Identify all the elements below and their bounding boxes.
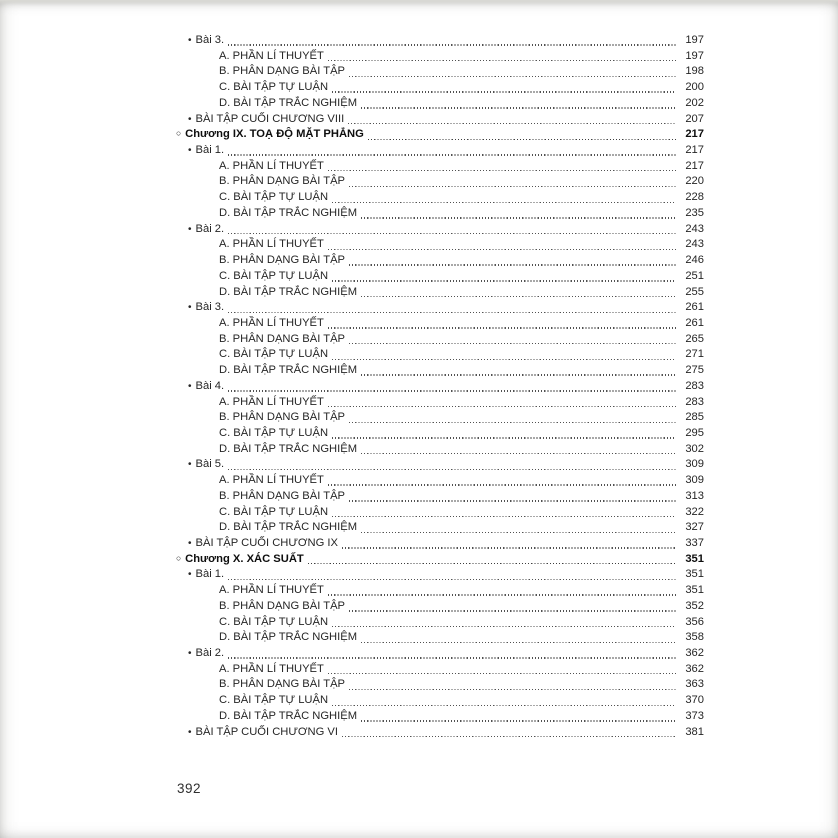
toc-entry-bullet-icon: • — [188, 113, 192, 125]
toc-entry-dot-leader — [349, 343, 676, 344]
toc-entry-label: Bài 5. — [195, 458, 225, 471]
toc-entry-bullet-icon: • — [188, 223, 192, 235]
toc-entry-bullet-icon: • — [188, 380, 192, 392]
toc-entry — [176, 379, 704, 395]
toc-entry-page: 251 — [685, 269, 704, 282]
toc-entry-page: 283 — [685, 395, 704, 408]
toc-entry-page: 337 — [685, 537, 704, 549]
toc-entry-label: A. PHẦN LÍ THUYẾT — [219, 474, 324, 487]
toc-entry-dot-leader — [228, 312, 676, 313]
toc-entry-dot-leader — [349, 264, 676, 265]
toc-entry — [176, 49, 704, 65]
toc-entry-page: 198 — [685, 65, 704, 78]
toc-entry-page: 265 — [685, 332, 704, 345]
toc-entry-dot-leader — [228, 44, 676, 45]
toc-entry-page: 271 — [685, 348, 704, 361]
toc-entry-dot-leader — [328, 249, 676, 250]
toc-entry-page: 373 — [685, 709, 704, 722]
toc-entry-page: 228 — [685, 191, 704, 204]
toc-entry — [176, 615, 704, 631]
toc-entry-dot-leader — [332, 359, 676, 360]
toc-entry-dot-leader — [332, 705, 676, 706]
toc-entry-dot-leader — [342, 547, 676, 548]
toc-entry-label: C. BÀI TẬP TỰ LUẬN — [219, 81, 329, 94]
toc-entry — [176, 693, 704, 709]
toc-entry-label: B. PHÂN DẠNG BÀI TẬP — [219, 678, 345, 691]
toc-entry — [176, 583, 704, 599]
toc-entry-label: D. BÀI TẬP TRẮC NGHIỆM — [219, 285, 358, 298]
toc-entry — [176, 505, 704, 521]
toc-entry-dot-leader — [228, 154, 676, 155]
toc-entry-label: B. PHÂN DẠNG BÀI TẬP — [219, 411, 345, 424]
toc-entry — [176, 253, 704, 269]
toc-entry-dot-leader — [328, 406, 676, 407]
toc-entry — [176, 206, 704, 222]
toc-entry-page: 202 — [685, 96, 704, 109]
toc-entry-page: 322 — [685, 505, 704, 518]
toc-entry-page: 356 — [685, 615, 704, 628]
toc-entry — [176, 426, 704, 442]
toc-entry-bullet-icon: • — [188, 538, 192, 549]
toc-entry — [176, 64, 704, 80]
toc-entry-dot-leader — [349, 610, 676, 611]
toc-entry-page: 351 — [685, 568, 704, 581]
toc-entry-page: 309 — [685, 458, 704, 471]
page-number: 392 — [177, 781, 202, 796]
toc-entry-page: 352 — [685, 599, 704, 612]
toc-entry-bullet-icon: • — [188, 145, 192, 157]
toc-entry-page: 309 — [685, 474, 704, 487]
toc-entry — [176, 457, 704, 473]
toc-entry-page: 255 — [685, 285, 704, 298]
toc-entry — [176, 159, 704, 175]
toc-entry-label: A. PHẦN LÍ THUYẾT — [219, 584, 324, 597]
toc-entry-label: B. PHÂN DẠNG BÀI TẬP — [219, 332, 345, 345]
toc-entry-label: C. BÀI TẬP TỰ LUẬN — [219, 426, 329, 439]
toc-entry-dot-leader — [228, 390, 676, 391]
toc-entry — [176, 536, 704, 552]
toc-entry-dot-leader — [349, 500, 676, 501]
toc-entry — [176, 316, 704, 332]
toc-entry-dot-leader — [328, 594, 676, 595]
toc-entry — [176, 112, 704, 128]
toc-entry-dot-leader — [332, 516, 676, 517]
toc-entry-page: 261 — [685, 316, 704, 329]
toc-entry-label: Bài 3. — [195, 34, 225, 46]
toc-entry-dot-leader — [308, 563, 676, 564]
toc-entry-label: D. BÀI TẬP TRẮC NGHIỆM — [219, 96, 358, 109]
toc-entry-page: 217 — [685, 159, 704, 172]
toc-entry-dot-leader — [332, 91, 676, 92]
toc-entry — [176, 630, 704, 646]
toc-entry-label: Bài 4. — [195, 379, 225, 392]
toc-entry-dot-leader — [328, 484, 676, 485]
toc-entry-dot-leader — [349, 186, 676, 187]
toc-entry-label: Chương X. XÁC SUẤT — [185, 552, 304, 565]
toc-entry-bullet-icon: • — [188, 569, 192, 581]
toc-entry-bullet-icon: • — [188, 302, 192, 314]
toc-entry — [176, 725, 704, 741]
toc-entry-label: A. PHẦN LÍ THUYẾT — [219, 238, 324, 251]
toc-entry-page: 370 — [685, 694, 704, 707]
toc-entry — [176, 489, 704, 505]
toc-entry — [176, 285, 704, 301]
toc-entry — [176, 80, 704, 96]
toc-entry-dot-leader — [361, 532, 676, 533]
toc-entry-label: B. PHÂN DẠNG BÀI TẬP — [219, 599, 345, 612]
toc-entry-label: C. BÀI TẬP TỰ LUẬN — [219, 348, 329, 361]
toc-entry-label: B. PHÂN DẠNG BÀI TẬP — [219, 175, 345, 188]
toc-entry-page: 351 — [685, 552, 704, 565]
toc-entry-label: Chương IX. TOẠ ĐỘ MẶT PHẲNG — [185, 128, 364, 141]
toc-entry-dot-leader — [348, 123, 676, 124]
toc-entry-label: Bài 2. — [195, 222, 225, 235]
toc-entry-dot-leader — [328, 170, 676, 171]
toc-entry-label: Bài 1. — [195, 144, 225, 157]
toc-entry-label: C. BÀI TẬP TỰ LUẬN — [219, 269, 329, 282]
toc-entry-dot-leader — [349, 422, 676, 423]
toc-entry-bullet-icon: • — [188, 648, 192, 660]
toc-entry — [176, 677, 704, 693]
toc-entry-page: 217 — [685, 144, 704, 157]
toc-entry — [176, 442, 704, 458]
toc-entry-dot-leader — [349, 689, 676, 690]
toc-entry — [176, 662, 704, 678]
toc-entry-page: 362 — [685, 662, 704, 675]
toc-entry-bullet-icon: • — [188, 726, 192, 738]
toc-entry-page: 261 — [685, 301, 704, 314]
toc-entry-label: D. BÀI TẬP TRẮC NGHIỆM — [219, 206, 358, 219]
toc-entry-dot-leader — [328, 60, 676, 61]
toc-entry-label: D. BÀI TẬP TRẮC NGHIỆM — [219, 709, 358, 722]
toc-list — [176, 33, 704, 740]
toc-entry-dot-leader — [368, 139, 676, 140]
toc-entry-label: D. BÀI TẬP TRẮC NGHIỆM — [219, 442, 358, 455]
toc-entry-label: A. PHẦN LÍ THUYẾT — [219, 395, 324, 408]
toc-entry-bullet-icon: • — [188, 35, 192, 46]
toc-entry-label: C. BÀI TẬP TỰ LUẬN — [219, 191, 329, 204]
toc-entry-dot-leader — [349, 76, 676, 77]
toc-entry-page: 207 — [685, 112, 704, 125]
toc-entry-label: D. BÀI TẬP TRẮC NGHIỆM — [219, 521, 358, 534]
toc-entry-dot-leader — [228, 579, 676, 580]
toc-entry-dot-leader — [228, 657, 676, 658]
toc-entry — [176, 222, 704, 238]
toc-entry-page: 285 — [685, 411, 704, 424]
toc-entry — [176, 646, 704, 662]
toc-entry — [176, 127, 704, 143]
toc-entry-label: Bài 1. — [195, 568, 225, 581]
toc-entry-label: A. PHẦN LÍ THUYẾT — [219, 49, 324, 62]
toc-entry-page: 243 — [685, 238, 704, 251]
toc-entry-page: 295 — [685, 426, 704, 439]
toc-entry-dot-leader — [361, 374, 676, 375]
toc-entry — [176, 190, 704, 206]
toc-entry — [176, 552, 704, 568]
toc-entry-dot-leader — [332, 437, 676, 438]
toc-entry-dot-leader — [328, 327, 676, 328]
toc-entry-bullet-icon: ○ — [176, 128, 182, 139]
toc-entry-dot-leader — [332, 626, 676, 627]
toc-entry — [176, 410, 704, 426]
toc-entry-page: 302 — [685, 442, 704, 455]
toc-entry-page: 363 — [685, 678, 704, 691]
toc-entry-page: 220 — [685, 175, 704, 188]
toc-entry-dot-leader — [228, 233, 676, 234]
toc-entry-label: C. BÀI TẬP TỰ LUẬN — [219, 615, 329, 628]
toc-entry — [176, 174, 704, 190]
toc-entry-label: A. PHẦN LÍ THUYẾT — [219, 159, 324, 172]
toc-entry-page: 351 — [685, 584, 704, 597]
toc-entry-dot-leader — [332, 202, 676, 203]
toc-entry — [176, 332, 704, 348]
toc-entry — [176, 237, 704, 253]
toc-entry-dot-leader — [332, 280, 676, 281]
toc-entry-label: C. BÀI TẬP TỰ LUẬN — [219, 694, 329, 707]
toc-entry-page: 275 — [685, 364, 704, 377]
toc-entry-page: 235 — [685, 206, 704, 219]
toc-entry-label: D. BÀI TẬP TRẮC NGHIỆM — [219, 364, 358, 377]
toc-entry-page: 197 — [685, 34, 704, 46]
toc-entry-label: B. PHÂN DẠNG BÀI TẬP — [219, 254, 345, 267]
toc-entry-page: 327 — [685, 521, 704, 534]
toc-entry — [176, 96, 704, 112]
toc-entry-dot-leader — [228, 469, 676, 470]
toc-entry-page: 243 — [685, 222, 704, 235]
toc-entry — [176, 599, 704, 615]
toc-entry — [176, 363, 704, 379]
toc-entry-dot-leader — [328, 673, 676, 674]
toc-entry-page: 283 — [685, 379, 704, 392]
toc-entry — [176, 709, 704, 725]
toc-entry-bullet-icon: ○ — [176, 552, 182, 563]
toc-entry — [176, 300, 704, 316]
toc-entry-label: A. PHẦN LÍ THUYẾT — [219, 316, 324, 329]
toc-entry-dot-leader — [342, 736, 676, 737]
toc-entry-label: C. BÀI TẬP TỰ LUẬN — [219, 505, 329, 518]
toc-entry-bullet-icon: • — [188, 459, 192, 471]
toc-entry — [176, 395, 704, 411]
toc-entry-dot-leader — [361, 296, 676, 297]
toc-entry-label: Bài 2. — [195, 647, 225, 660]
toc-entry-dot-leader — [361, 720, 676, 721]
toc-entry-label: Bài 3. — [195, 301, 225, 314]
toc-entry-page: 358 — [685, 631, 704, 644]
toc-entry-page: 381 — [685, 725, 704, 738]
toc-entry-page: 362 — [685, 647, 704, 660]
toc-entry-label: A. PHẦN LÍ THUYẾT — [219, 662, 324, 675]
toc-entry-dot-leader — [361, 217, 676, 218]
toc-entry — [176, 347, 704, 363]
toc-entry-page: 197 — [685, 49, 704, 62]
toc-entry — [176, 143, 704, 159]
toc-entry-label: BÀI TẬP CUỐI CHƯƠNG VIII — [195, 112, 345, 125]
toc-entry-label: B. PHÂN DẠNG BÀI TẬP — [219, 65, 345, 78]
toc-entry — [176, 473, 704, 489]
toc-entry-label: BÀI TẬP CUỐI CHƯƠNG VI — [195, 725, 338, 738]
toc-entry-label: BÀI TẬP CUỐI CHƯƠNG IX — [195, 537, 338, 549]
toc-entry-page: 313 — [685, 489, 704, 502]
toc-entry-page: 217 — [685, 128, 704, 141]
toc-entry-dot-leader — [361, 107, 676, 108]
toc-entry-label: D. BÀI TẬP TRẮC NGHIỆM — [219, 631, 358, 644]
toc-entry-dot-leader — [361, 453, 676, 454]
toc-entry — [176, 520, 704, 536]
toc-entry-dot-leader — [361, 642, 676, 643]
toc-entry-page: 200 — [685, 81, 704, 94]
toc-entry-page: 246 — [685, 254, 704, 267]
toc-entry-label: B. PHÂN DẠNG BÀI TẬP — [219, 489, 345, 502]
toc-entry — [176, 269, 704, 285]
toc-entry — [176, 567, 704, 583]
toc-entry — [176, 33, 704, 49]
